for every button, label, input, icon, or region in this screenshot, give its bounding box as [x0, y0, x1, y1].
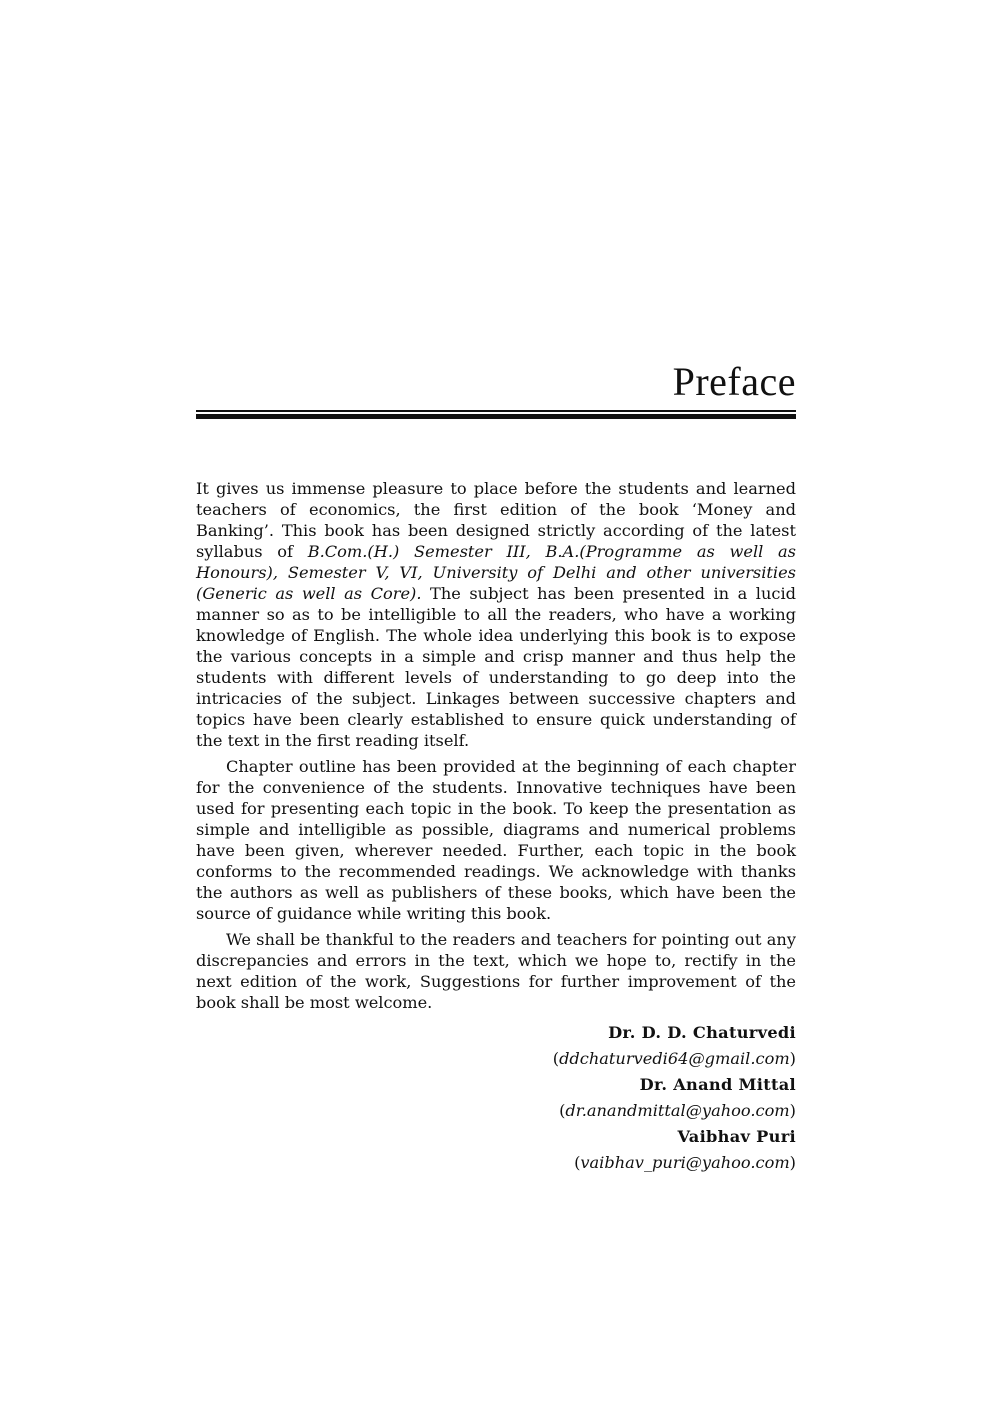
author-email-text: vaibhav_puri@yahoo.com: [580, 1153, 790, 1172]
author-email-text: ddchaturvedi64@gmail.com: [559, 1049, 790, 1068]
author-email-text: dr.anandmittal@yahoo.com: [565, 1101, 790, 1120]
author-email: (dr.anandmittal@yahoo.com): [559, 1101, 796, 1120]
paragraph-1-part-2: The subject has been presented in a lucid manner so as to be intelligible to all the readers, who have a working knowledge of English. The whole idea underlying this book is to expose the various concepts in a simple and crisp manner and thus help the students with different levels of understanding to go deep into the intricacies of the subject. Linkages between successive chapters and topics have been clearly established to ensure quick understanding of the text in the first reading itself.: [196, 584, 796, 750]
preface-body: [196, 478, 796, 1018]
author-name: Dr. Anand Mittal: [639, 1075, 796, 1094]
author-email: (ddchaturvedi64@gmail.com): [552, 1049, 796, 1068]
author-name: Vaibhav Puri: [677, 1127, 796, 1146]
paragraph-1-part-1: It gives us immense pleasure to place before the students and learned teachers of economics, the first edition of the book ‘Money and Banking’. This book has been designed strictly according of the latest syllabus of: [196, 479, 796, 561]
author-email: (vaibhav_puri@yahoo.com): [574, 1153, 796, 1172]
author-name: Dr. D. D. Chaturvedi: [608, 1023, 796, 1042]
paragraph-3: We shall be thankful to the readers and teachers for pointing out any discrepancies and errors in the text, which we hope to, rectify in the next edition of the work, Suggestions for further improvement of the book shall be most welcome.: [196, 930, 796, 1012]
heading-rule-thick: [196, 414, 796, 419]
page-title: Preface: [672, 359, 796, 404]
preface-page: [196, 0, 796, 1403]
heading-rule-thin: [196, 410, 796, 412]
paragraph-2: Chapter outline has been provided at the beginning of each chapter for the convenience of the students. Innovative techniques have been used for presenting each topic in the book. To keep the presentation as simple and intelligible as possible, diagrams and numerical problems have been given, wherever needed. Further, each topic in the book conforms to the recommended readings. We acknowledge with thanks the authors as well as publishers of these books, which have been the source of guidance while writing this book.: [196, 757, 796, 923]
author-signatures: [196, 1020, 796, 1176]
paragraph-1-italic: B.Com.(H.) Semester III, B.A.(Programme as well as Honours), Semester V, VI, University of Delhi and other universities (Generic as well as Core).: [196, 542, 796, 603]
paragraph-1: [196, 478, 796, 751]
